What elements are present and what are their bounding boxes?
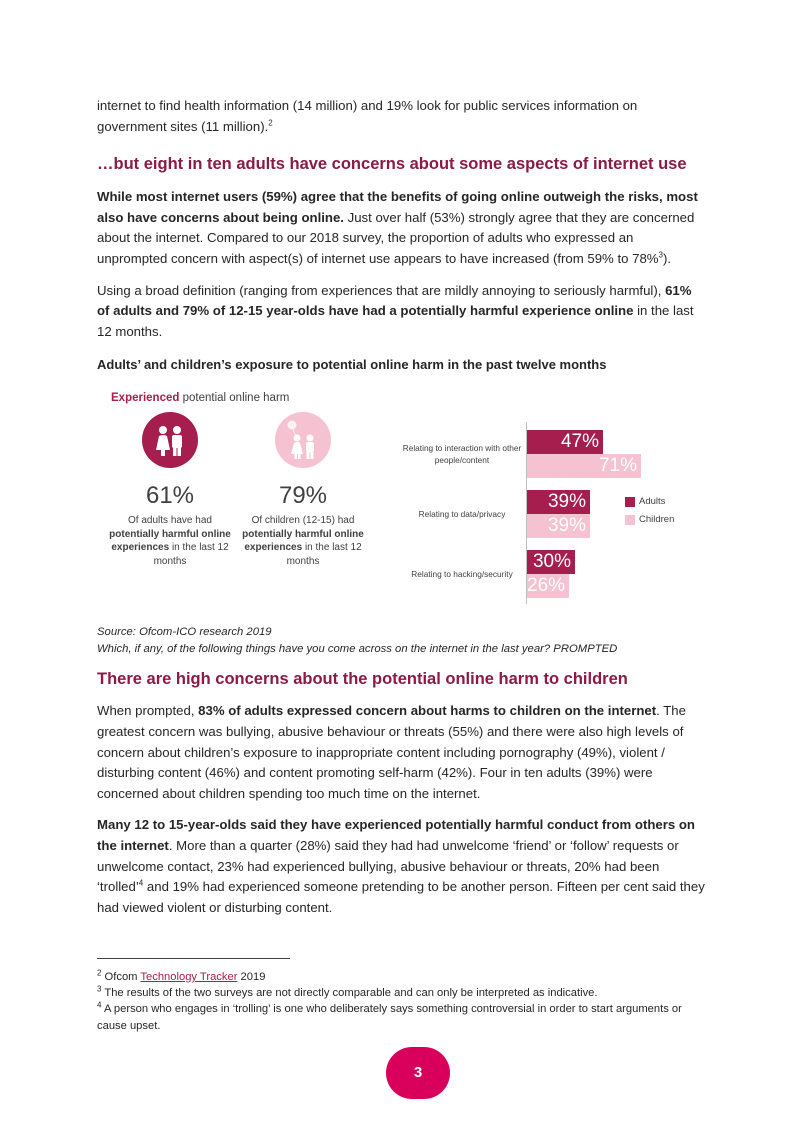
concerns-text: Just over half (53%) strongly agree that they are concerned about the internet. Compared to our 2018 survey, the proportion of adults who expressed an unprompted concern with aspect(s) of internet use appears to have increased (from 59% to 78%: [97, 209, 695, 266]
adults-description: [105, 514, 235, 568]
footnote-ref-4[interactable]: 4: [138, 878, 144, 888]
children-description: [238, 514, 368, 568]
children-desc-bold: potentially harmful online experiences: [242, 528, 364, 554]
conduct-paragraph: [97, 815, 707, 918]
concerns-paragraph: [97, 187, 707, 269]
conduct-bold: Many 12 to 15-year-olds said they have experienced potentially harmful conduct from others on the internet: [97, 817, 695, 853]
children-percentage: 79%: [278, 482, 328, 510]
children-concern-text-end: . The greatest concern was bullying, abusive behaviour or threats (55%) and there were also high levels of concern about children’s exposure to inappropriate content including pornography (49%), violent / disturbing content (46%) and content promoting self-harm (42%). Four in ten adults (39%) were concerned about children spending too much time on the internet.: [97, 703, 686, 801]
bar-adults: 30%: [527, 550, 575, 574]
figure-source: [97, 624, 707, 657]
footnote-4-text: A person who engages in ‘trolling’ is one who deliberately says something controversial in order to start arguments or cause upset.: [97, 1003, 682, 1032]
adults-desc-text: Of adults have had: [128, 515, 212, 527]
legend-label-children: Children: [639, 514, 675, 526]
intro-text: internet to find health information (14 million) and 19% look for public services information on government sites (11 million).: [97, 98, 638, 134]
footnote-2: [97, 969, 697, 985]
category-label: Relating to data/privacy: [418, 509, 506, 520]
category-label: Relating to hacking/security: [411, 569, 513, 580]
children-concern-bold: 83% of adults expressed concern about harms to children on the internet: [198, 703, 657, 719]
two-adults-icon: [142, 412, 198, 468]
bar-children: 39%: [527, 514, 590, 538]
legend-adults: [625, 496, 665, 507]
potential-harm-label: potential online harm: [179, 392, 290, 405]
footnote-4-number: 4: [97, 1000, 102, 1010]
footnote-2-year: 2019: [237, 971, 266, 983]
adults-desc-end: in the last 12 months: [153, 542, 229, 567]
intro-paragraph: [97, 96, 707, 137]
page-body: [97, 96, 707, 918]
figure-title: Adults’ and children’s exposure to potential online harm in the past twelve months: [97, 357, 607, 373]
legend-swatch-children: [625, 515, 635, 525]
section-heading-children: There are high concerns about the potential online harm to children: [97, 670, 628, 689]
adults-percentage: 61%: [145, 482, 195, 510]
source-line: Source: Ofcom-ICO research 2019: [97, 626, 272, 639]
legend-label-adults: Adults: [639, 496, 666, 508]
children-concern-paragraph: [97, 701, 707, 804]
bar-adults: 39%: [527, 490, 590, 514]
category-label: Relating to interaction with other people/content: [402, 443, 522, 466]
bar-children: 71%: [527, 454, 641, 478]
experienced-label: Experienced: [111, 392, 180, 405]
footnote-3: [97, 985, 697, 1001]
children-desc-end: in the last 12 months: [286, 542, 362, 567]
bar-adults: 47%: [527, 430, 603, 454]
two-children-icon: [275, 412, 331, 468]
footnote-divider: [97, 958, 290, 959]
technology-tracker-link[interactable]: Technology Tracker: [140, 971, 238, 983]
legend-children: [625, 514, 674, 525]
conduct-text: . More than a quarter (28%) said they had had unwelcome ‘friend’ or ‘follow’ requests or unwelcome contact, 23% had experienced bullying, abusive behaviour or threats, 20% had been ‘trolled’: [97, 837, 679, 895]
section-heading-concerns: …but eight in ten adults have concerns about some aspects of internet use: [97, 155, 687, 174]
footnote-3-number: 3: [97, 984, 102, 994]
page-number: 3: [386, 1047, 450, 1099]
adults-desc-bold: potentially harmful online experiences: [109, 528, 231, 554]
footnotes: [97, 969, 697, 1034]
harm-text: Using a broad definition (ranging from experiences that are mildly annoying to seriously harmful),: [97, 282, 666, 298]
online-harm-figure: [97, 382, 707, 618]
legend-swatch-adults: [625, 497, 635, 507]
harm-paragraph: [97, 281, 707, 343]
experienced-heading: [111, 392, 289, 404]
footnote-4: [97, 1001, 697, 1033]
footnote-ref-2[interactable]: 2: [268, 118, 273, 128]
bar-children: 26%: [527, 574, 569, 598]
conduct-text-end: and 19% had experienced someone pretending to be another person. Fifteen per cent said they had viewed violent or disturbing content.: [97, 879, 705, 915]
footnote-3-text: The results of the two surveys are not directly comparable and can only be interpreted as indicative.: [101, 987, 598, 1000]
footnote-2-text: Ofcom: [101, 971, 141, 983]
children-desc-text: Of children (12-15) had: [251, 515, 355, 527]
concerns-bold-text: While most internet users (59%) agree that the benefits of going online outweigh the risks, most also have concerns about being online.: [97, 189, 698, 225]
harm-text-end: in the last 12 months.: [97, 303, 694, 339]
children-concern-text: When prompted,: [97, 703, 199, 719]
footnote-ref-3[interactable]: 3: [658, 250, 663, 260]
footnote-2-number: 2: [97, 968, 102, 978]
concerns-text-end: ).: [662, 250, 672, 266]
question-line: Which, if any, of the following things have you come across on the internet in the last year? PROMPTED: [97, 642, 618, 655]
harm-bold-text: 61% of adults and 79% of 12-15 year-olds have had a potentially harmful experience online: [97, 282, 692, 319]
